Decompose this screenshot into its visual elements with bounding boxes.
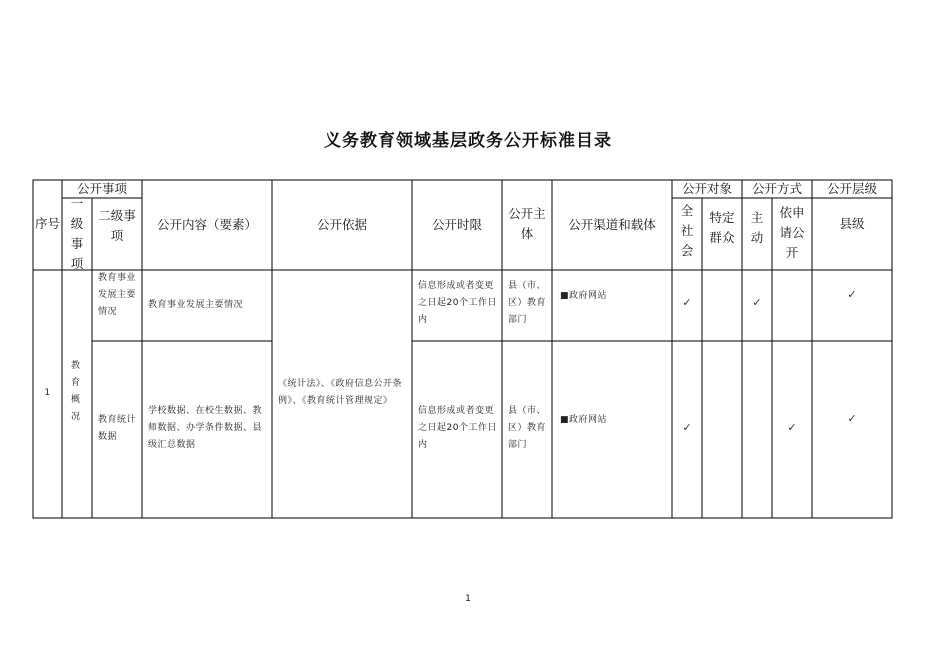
header-subject: 公开主体 bbox=[508, 206, 546, 241]
row1-check-active-icon: ✓ bbox=[752, 296, 762, 309]
page-number: 1 bbox=[465, 594, 471, 604]
row-basis: 《统计法》、《政府信息公开条例》、《教育统计管理规定》 bbox=[278, 379, 403, 406]
row2-check-request-icon: ✓ bbox=[787, 421, 797, 434]
row1-channel: ■政府网站 bbox=[560, 291, 608, 301]
header-basis: 公开依据 bbox=[316, 217, 367, 232]
header-method-active: 主动 bbox=[750, 210, 764, 245]
row2-content: 学校数据、在校生数据、教师数据、办学条件数据、县级汇总数据 bbox=[148, 406, 263, 450]
row2-level2: 教育统计数据 bbox=[98, 415, 137, 442]
header-level-county: 县级 bbox=[839, 216, 865, 231]
row-level1: 教育概况 bbox=[71, 361, 81, 422]
header-method: 公开方式 bbox=[751, 181, 802, 196]
header-level: 公开层级 bbox=[826, 181, 877, 196]
row1-content: 教育事业发展主要情况 bbox=[148, 300, 244, 310]
header-target-specific: 特定群众 bbox=[709, 210, 735, 245]
header-content: 公开内容（要素） bbox=[156, 217, 257, 232]
header-open-items: 公开事项 bbox=[76, 181, 127, 196]
row2-subject: 县（市、区）教育部门 bbox=[508, 406, 547, 450]
header-time-limit: 公开时限 bbox=[431, 217, 482, 232]
row2-channel: ■政府网站 bbox=[560, 415, 608, 425]
row1-time-limit: 信息形成或者变更之日起20个工作日内 bbox=[418, 281, 497, 325]
header-level1: 一级事项 bbox=[70, 196, 84, 271]
row-seq: 1 bbox=[44, 388, 51, 398]
row1-check-county-icon: ✓ bbox=[847, 288, 857, 301]
row2-check-county-icon: ✓ bbox=[847, 412, 857, 425]
row1-check-all-icon: ✓ bbox=[682, 296, 692, 309]
row2-time-limit: 信息形成或者变更之日起20个工作日内 bbox=[418, 406, 497, 450]
row1-level2: 教育事业发展主要情况 bbox=[98, 273, 137, 317]
header-channel: 公开渠道和载体 bbox=[568, 217, 656, 232]
header-seq: 序号 bbox=[34, 216, 60, 231]
row2-check-all-icon: ✓ bbox=[682, 421, 692, 434]
row1-subject: 县（市、区）教育部门 bbox=[508, 281, 547, 325]
header-target: 公开对象 bbox=[681, 181, 732, 196]
header-target-all: 全社会 bbox=[680, 203, 694, 258]
header-method-request: 依申请公开 bbox=[779, 205, 805, 260]
header-level2: 二级事项 bbox=[98, 208, 136, 243]
page-title: 义务教育领域基层政务公开标准目录 bbox=[324, 131, 612, 151]
